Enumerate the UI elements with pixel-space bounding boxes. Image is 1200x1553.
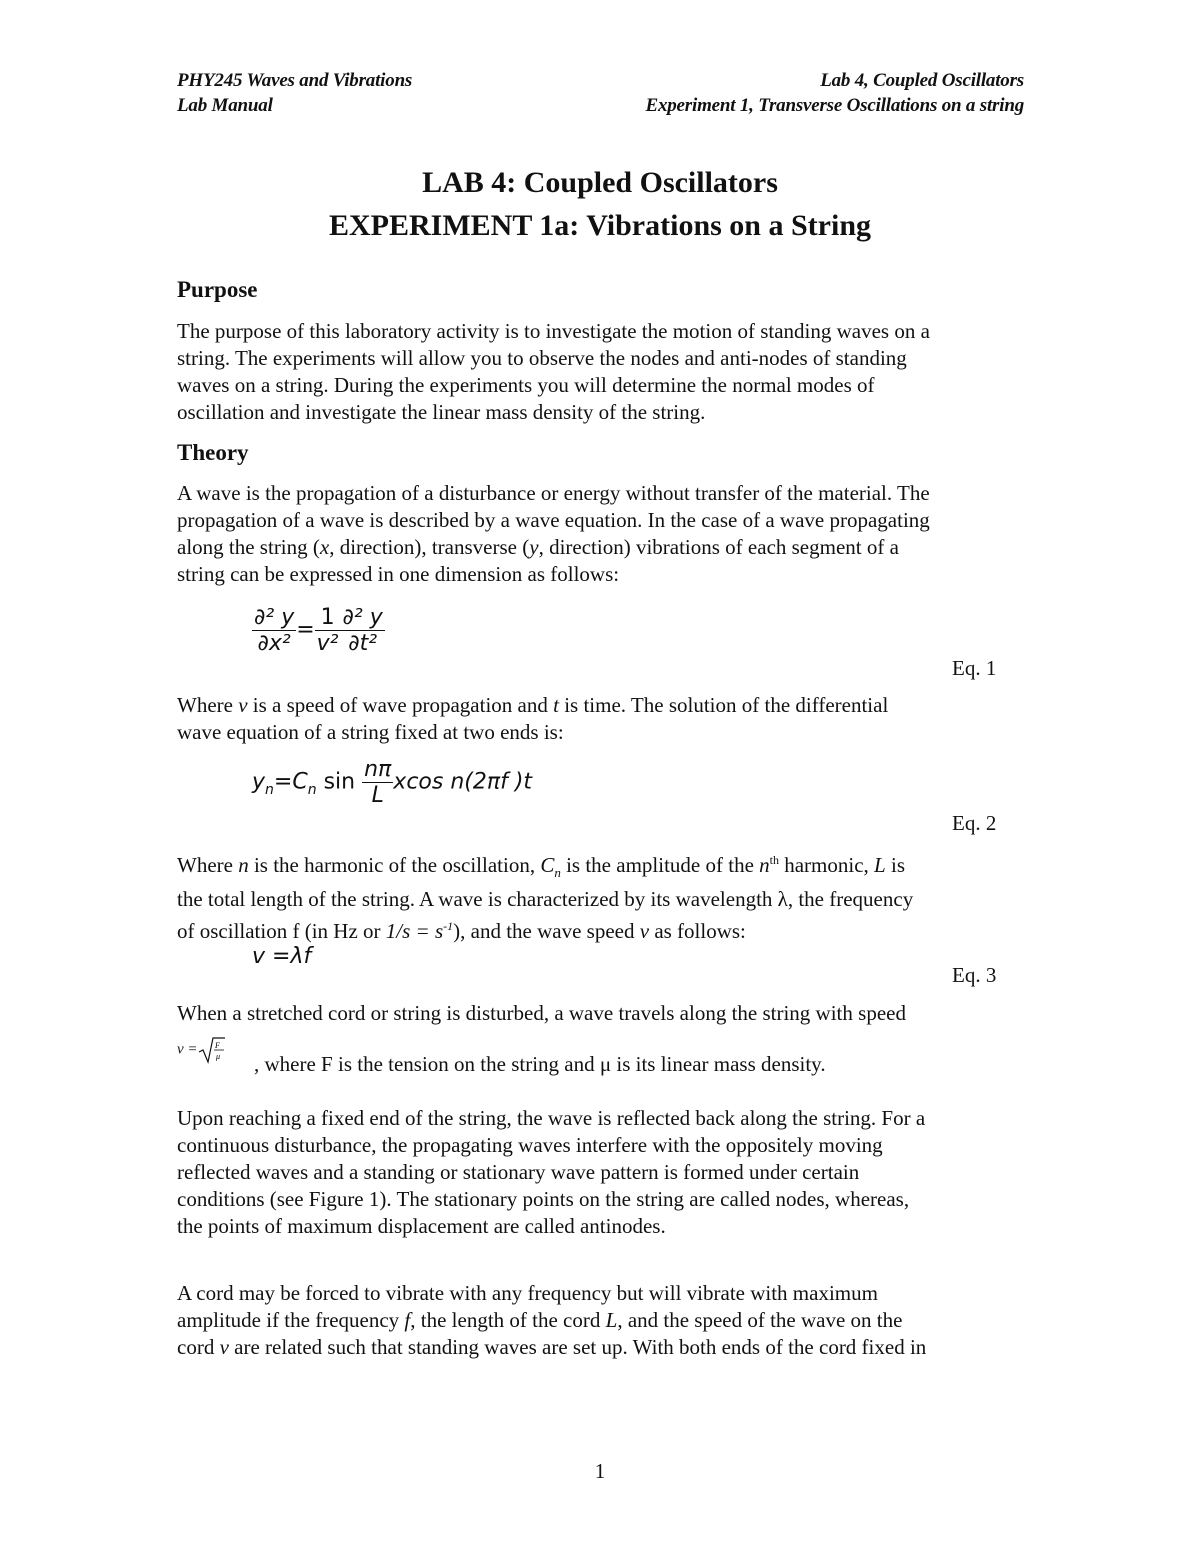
equation-2-label: Eq. 2 — [952, 811, 997, 835]
purpose-line: waves on a string. During the experiments you will determine the normal modes of — [177, 373, 875, 397]
purpose-paragraph — [177, 318, 1037, 426]
equation-1: $\frac{\text{∂² y}}{\text{∂x²}}$ = $\frac{1}{\text{v²}}$ $\frac{\text{∂² y}}{\text{∂t²}}$ — [254, 605, 383, 656]
theory-paragraph-6 — [177, 1280, 1037, 1361]
theory-line: the points of maximum displacement are called antinodes. — [177, 1214, 666, 1238]
page-number: 1 — [594, 1459, 606, 1483]
theory-line: wave equation of a string fixed at two ends is: — [177, 720, 564, 744]
sqrt-symbol — [198, 1036, 226, 1064]
page-title: LAB 4: Coupled Oscillators — [422, 166, 778, 199]
theory-line: conditions (see Figure 1). The stationary points on the string are called nodes, whereas, — [177, 1187, 910, 1211]
theory-line: Where v is a speed of wave propagation and t is time. The solution of the differential — [177, 693, 889, 717]
theory-line: the total length of the string. A wave is characterized by its wavelength λ, the frequency — [177, 887, 914, 912]
header-course: PHY245 Waves and Vibrations — [177, 70, 413, 91]
theory-paragraph-3 — [177, 847, 1037, 945]
theory-line: of oscillation f (in Hz or $1/s = s^{-1}$), and the wave speed v as follows: — [177, 919, 746, 944]
svg-text:F: F — [214, 1041, 220, 1050]
purpose-line: The purpose of this laboratory activity is to investigate the motion of standing waves on a — [177, 319, 930, 343]
theory-line: cord v are related such that standing waves are set up. With both ends of the cord fixed in — [177, 1335, 927, 1359]
purpose-heading: Purpose — [177, 277, 258, 302]
theory-line: propagation of a wave is described by a wave equation. In the case of a wave propagating — [177, 508, 930, 532]
theory-line: string can be expressed in one dimension as follows: — [177, 562, 620, 586]
equation-2: $y_n=C_n$ sin $\frac{n\pi}{L}$ xcos n(2πf )t — [252, 757, 533, 808]
theory-line: reflected waves and a standing or stationary wave pattern is formed under certain — [177, 1160, 860, 1184]
theory-paragraph-4-line2: , where F is the tension on the string and μ is its linear mass density. — [254, 1052, 826, 1076]
header-experiment: Experiment 1, Transverse Oscillations on a string — [645, 95, 1024, 116]
equation-1-label: Eq. 1 — [952, 656, 997, 680]
theory-line: Where n is the harmonic of the oscillation, $C_n$ is the amplitude of the $n^{th}$ harmonic, L is — [177, 853, 905, 881]
page-subtitle: EXPERIMENT 1a: Vibrations on a String — [328, 209, 872, 242]
theory-paragraph-5 — [177, 1105, 1037, 1240]
theory-line: A cord may be forced to vibrate with any frequency but will vibrate with maximum — [177, 1281, 878, 1305]
purpose-line: string. The experiments will allow you to observe the nodes and anti-nodes of standing — [177, 346, 907, 370]
theory-line: amplitude if the frequency f, the length of the cord L, and the speed of the wave on the — [177, 1308, 903, 1332]
theory-line: Upon reaching a fixed end of the string, the wave is reflected back along the string. For a — [177, 1106, 926, 1130]
equation-3: v =λf — [252, 944, 312, 969]
theory-intro — [177, 480, 1037, 588]
equation-3-label: Eq. 3 — [952, 963, 997, 987]
theory-paragraph-4 — [177, 1000, 1037, 1027]
header-manual: Lab Manual — [177, 95, 273, 116]
svg-text:μ: μ — [215, 1052, 220, 1061]
theory-heading: Theory — [177, 440, 249, 465]
header-lab: Lab 4, Coupled Oscillators — [820, 70, 1024, 91]
theory-line: When a stretched cord or string is disturbed, a wave travels along the string with speed — [177, 1001, 906, 1025]
theory-line: along the string (x, direction), transverse (y, direction) vibrations of each segment of a — [177, 535, 899, 559]
theory-after-eq1 — [177, 692, 1037, 746]
speed-formula: v = F μ — [177, 1036, 226, 1064]
purpose-line: oscillation and investigate the linear mass density of the string. — [177, 400, 706, 424]
theory-line: continuous disturbance, the propagating waves interfere with the oppositely moving — [177, 1133, 883, 1157]
theory-line: A wave is the propagation of a disturbance or energy without transfer of the material. The — [177, 481, 930, 505]
